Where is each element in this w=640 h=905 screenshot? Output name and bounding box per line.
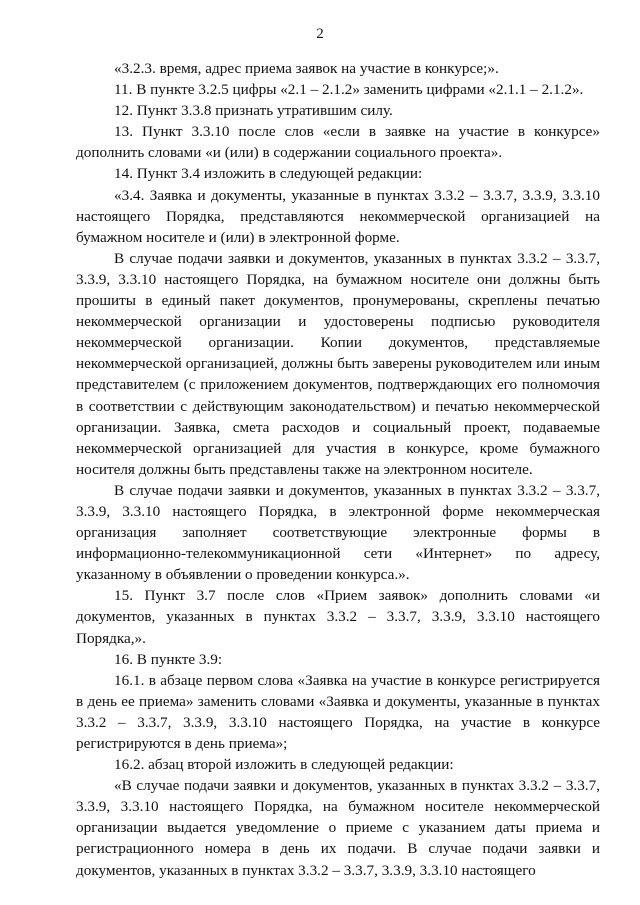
paragraph-3-2-3: «3.2.3. время, адрес приема заявок на участие в конкурсе;». [114, 60, 499, 77]
paragraph-item-16-1: 16.1. в абзаце первом слова «Заявка на участие в конкурсе регистрируется в день ее приема» заменить словами «Заявка и документы, указанные в пунктах 3.3.2 – 3.3.7, 3.3.9, 3.3.10 настоящего Порядка, на участие в конкурсе регистрируются в день приема»; [76, 671, 600, 752]
paragraph-electronic-submission: В случае подачи заявки и документов, указанных в пунктах 3.3.2 – 3.3.7, 3.3.9, 3.3.10 настоящего Порядка, в электронной форме некоммерческая организация заполняет соответствующие электронные формы в информационно-телекоммуникационной сети «Интернет» по адресу, указанному в объявлении о проведении конкурса.». [76, 481, 600, 584]
paragraph-3-4: «3.4. Заявка и документы, указанные в пунктах 3.3.2 – 3.3.7, 3.3.9, 3.3.10 настоящего Порядка, представляются некоммерческой организацией на бумажном носителе и (или) в электронной форме. [76, 186, 600, 246]
document-body [76, 58, 600, 881]
page-number: 2 [316, 26, 324, 42]
paragraph-item-16: 16. В пункте 3.9: [114, 650, 223, 668]
paragraph-item-13: 13. Пункт 3.3.10 после слов «если в заявке на участие в конкурсе» дополнить словами «и (или) в содержании социального проекта». [76, 123, 600, 162]
paragraph-item-12: 12. Пункт 3.3.8 признать утратившим силу. [114, 102, 393, 120]
paragraph-item-15: 15. Пункт 3.7 после слов «Прием заявок» дополнить словами «и документов, указанных в пунктах 3.3.2 – 3.3.7, 3.3.9, 3.3.10 настоящего Порядка,». [76, 587, 600, 647]
paragraph-item-16-2: 16.2. абзац второй изложить в следующей редакции: [114, 756, 454, 774]
paragraph-item-14: 14. Пункт 3.4 изложить в следующей редакции: [114, 165, 423, 183]
paragraph-new-second-abzac: «В случае подачи заявки и документов, указанных в пунктах 3.3.2 – 3.3.7, 3.3.9, 3.3.10 настоящего Порядка, на бумажном носителе некоммерческой организации выдается уведомление о приеме с указанием даты приема и регистрационного номера в день их подачи. В случае подачи заявки и документов, указанных в пунктах 3.3.2 – 3.3.7, 3.3.9, 3.3.10 настоящего [76, 777, 600, 879]
paragraph-paper-submission: В случае подачи заявки и документов, указанных в пунктах 3.3.2 – 3.3.7, 3.3.9, 3.3.10 настоящего Порядка, на бумажном носителе они должны быть прошиты в единый пакет документов, пронумерованы, скреплены печатью некоммерческой организации и удостоверены подписью руководителя некоммерческой организации. Копии документов, представляемые некоммерческой организацией, должны быть заверены руководителем или иным представителем (с приложением документов, подтверждающих его полномочия в соответствии с действующим законодательством) и печатью некоммерческой организации. Заявка, смета расходов и социальный проект, подаваемые некоммерческой организацией для участия в конкурсе, кроме бумажного носителя должны быть представлены также на электронном носителе. [76, 249, 600, 478]
paragraph-item-11: 11. В пункте 3.2.5 цифры «2.1 – 2.1.2» заменить цифрами «2.1.1 – 2.1.2». [114, 81, 584, 99]
